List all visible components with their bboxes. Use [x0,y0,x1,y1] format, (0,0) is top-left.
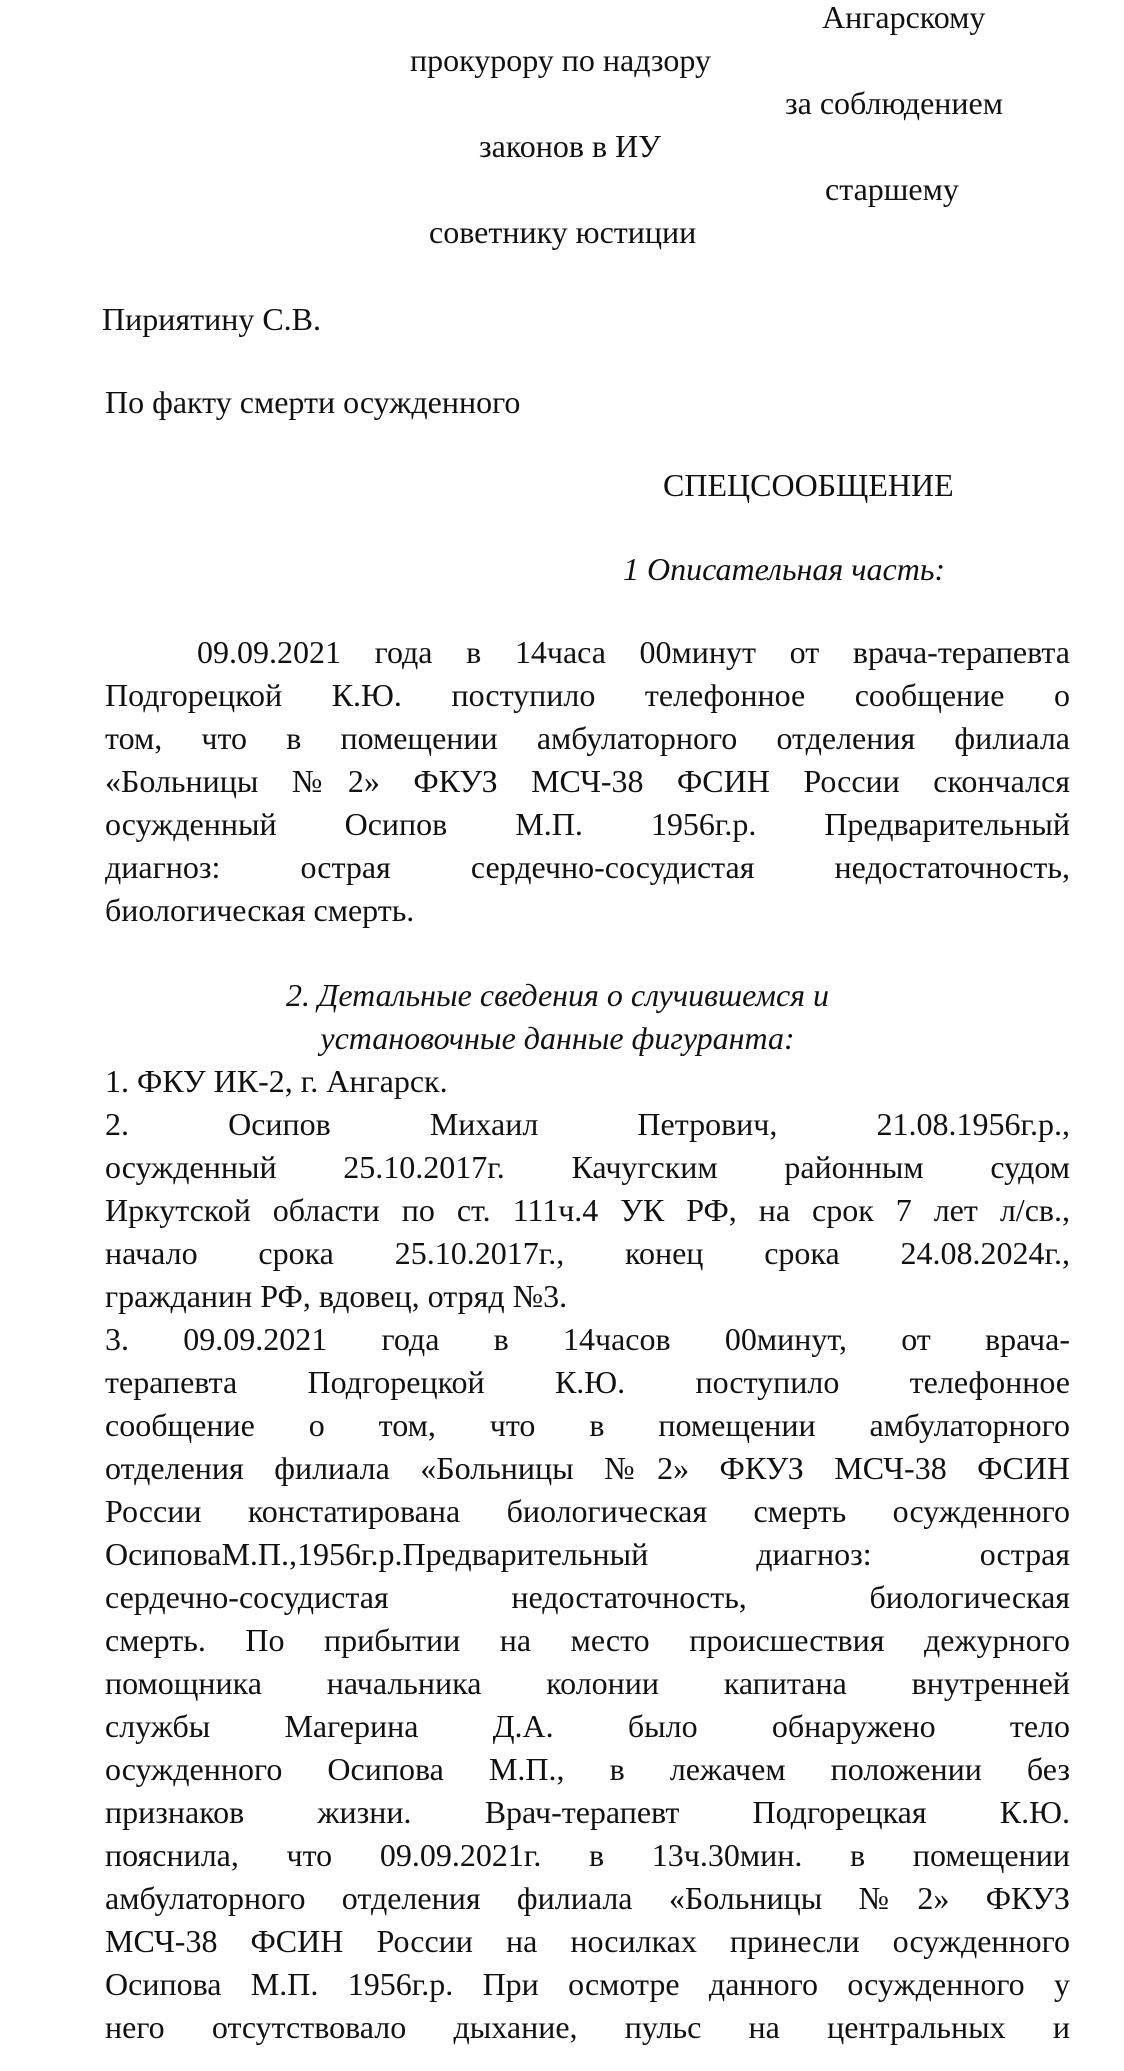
text-line: 1. ФКУ ИК-2, г. Ангарск. [105,1063,448,1099]
section-heading-line: 2. Детальные сведения о случившемся и [285,977,830,1013]
text-line: том, что в помещении амбулаторного отделения филиала [105,720,1070,756]
text-line: осужденный 25.10.2017г. Качугским районным судом [105,1149,1070,1185]
section2-paragraph [105,1060,1070,2049]
addressee-line: старшему [825,171,959,207]
section1-paragraph [105,631,1070,932]
text-line: 09.09.2021 года в 14часа 00минут от врача-терапевта [197,634,1070,670]
text-line: биологическая смерть. [105,892,415,928]
text-line: диагноз: острая сердечно-сосудистая недостаточность, [105,849,1070,885]
text-line: Иркутской области по ст. 111ч.4 УК РФ, на срок 7 лет л/св., [105,1192,1070,1228]
text-line: пояснила, что 09.09.2021г. в 13ч.30мин. в помещении [105,1837,1070,1873]
addressee-name: Пириятину С.В. [102,301,321,337]
text-line: Подгорецкой К.Ю. поступило телефонное сообщение о [105,677,1070,713]
addressee-line: за соблюдением [785,85,1003,121]
text-line: 2. Осипов Михаил Петрович, 21.08.1956г.р., [105,1106,1070,1142]
text-line: ОсиповаМ.П.,1956г.р.Предварительный диагноз: острая [105,1536,1070,1572]
section-heading [105,974,1010,1060]
section-heading-line: установочные данные фигуранта: [320,1020,795,1056]
addressee-line: советнику юстиции [429,214,697,250]
document-title: СПЕЦСООБЩЕНИЕ [663,467,954,503]
text-line: Осипова М.П. 1956г.р. При осмотре данного осужденного у [105,1966,1070,2002]
text-line: сообщение о том, что в помещении амбулаторного [105,1407,1070,1443]
text-line: отделения филиала «Больницы №2» ФКУЗ МСЧ-38 ФСИН [105,1450,1070,1486]
text-line: начало срока 25.10.2017г., конец срока 24.08.2024г., [105,1235,1070,1271]
text-line: терапевта Подгорецкой К.Ю. поступило телефонное [105,1364,1070,1400]
text-line: него отсутствовало дыхание, пульс на центральных и [105,2009,1070,2045]
subject-line: По факту смерти осужденного [105,384,521,420]
text-line: сердечно-сосудистая недостаточность, биологическая [105,1579,1070,1615]
text-line: МСЧ-38 ФСИН России на носилках принесли осужденного [105,1923,1070,1959]
text-line: осужденного Осипова М.П., в лежачем положении без [105,1751,1070,1787]
text-line: осужденный Осипов М.П. 1956г.р. Предварительный [105,806,1070,842]
addressee-line: Ангарскому [822,0,986,35]
text-line: службы Магерина Д.А. было обнаружено тело [105,1708,1070,1744]
text-line: помощника начальника колонии капитана внутренней [105,1665,1070,1701]
text-line: 3. 09.09.2021 года в 14часов 00минут, от врача- [105,1321,1070,1357]
addressee-line: прокурору по надзору [410,42,711,78]
text-line: смерть. По прибытии на место происшествия дежурного [105,1622,1070,1658]
text-line: гражданин РФ, вдовец, отряд №3. [105,1278,568,1314]
text-line: амбулаторного отделения филиала «Больницы №2» ФКУЗ [105,1880,1070,1916]
text-line: «Больницы №2» ФКУЗ МСЧ-38 ФСИН России скончался [105,763,1070,799]
addressee-line: законов в ИУ [479,128,661,164]
section-heading: 1 Описательная часть: [623,551,946,587]
text-line: признаков жизни. Врач-терапевт Подгорецкая К.Ю. [105,1794,1070,1830]
text-line: России констатирована биологическая смерть осужденного [105,1493,1070,1529]
